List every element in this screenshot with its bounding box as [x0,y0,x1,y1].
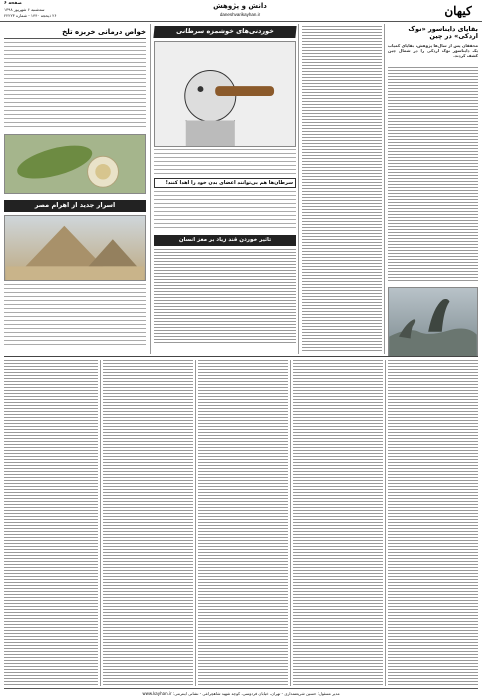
website-url: daneshvarikayhan.ir [219,12,261,17]
egypt-article [4,200,146,350]
dinosaur-photo [388,287,478,357]
newspaper-logo [440,2,476,20]
center-top-article [302,26,382,351]
egypt-title: اسرار جدید از اهرام مصر [4,200,146,212]
egypt-photo [4,215,146,281]
pyramid-illustration [5,216,145,280]
melon-body [4,42,146,130]
section-title: دانش و پژوهش [213,2,267,10]
classifieds-col-4 [103,360,193,686]
tea-body [154,249,296,345]
section-title-block [180,1,300,21]
classifieds-col-3 [198,360,288,686]
egypt-body [4,284,146,348]
smoke-body [154,149,296,175]
dinosaur-article [388,26,478,350]
dinosaur-title: بقایای دایناسور «نوک اردکی» در چین [408,25,478,41]
cancer-body [154,191,296,231]
masthead [0,0,482,22]
bitter-melon-illustration [5,135,145,193]
logo-text: کیهان [444,4,472,18]
dinosaur-body [388,67,478,283]
classifieds-col-2 [293,360,383,686]
date-line: سه‌شنبه ۶ شهریور ۱۳۹۸ [4,7,45,12]
smoke-cartoon [154,41,296,147]
issue-line: ۲۶ ذیحجه ۱۴۴۰ - شماره ۲۲۲۲۳ [4,13,57,18]
classifieds-section [4,360,478,686]
classifieds-col-5 [4,360,98,686]
smoke-title: خوردنی‌های خوشمزه سرطانی [153,26,296,38]
smoke-article [154,26,296,176]
dinosaur-illustration [389,288,477,356]
date-block [4,1,114,21]
melon-article [4,26,146,196]
melon-title: خواص درمانی خربزه تلخ [4,26,146,39]
footer-text: مدیر مسئول: حسین شریعتمداری - تهران، خیابان فردوسی، کوچه شهید شاهچراغی - نشانی اینترنتی: www.kayhan.ir [142,691,340,696]
melon-photo [4,134,146,194]
tea-title: تاثیر خوردن قند زیاد بر مغز انسان [154,235,296,246]
footer [4,688,478,698]
dinosaur-intro: محققان پس از سال‌ها پژوهش، بقایای کمیاب یک دایناسور نوک اردکی را در شمال چین کشف کردند. [388,42,478,58]
classifieds-col-1 [388,360,478,686]
cartoon-illustration [155,42,295,146]
page-number: صفحه ۶ [4,1,22,6]
cancer-article [154,178,296,348]
cancer-title: سرطان‌ها هم بی‌توانند اعضای بدن خود را اهدا کنند! [154,178,296,188]
center-top-body [302,26,382,351]
